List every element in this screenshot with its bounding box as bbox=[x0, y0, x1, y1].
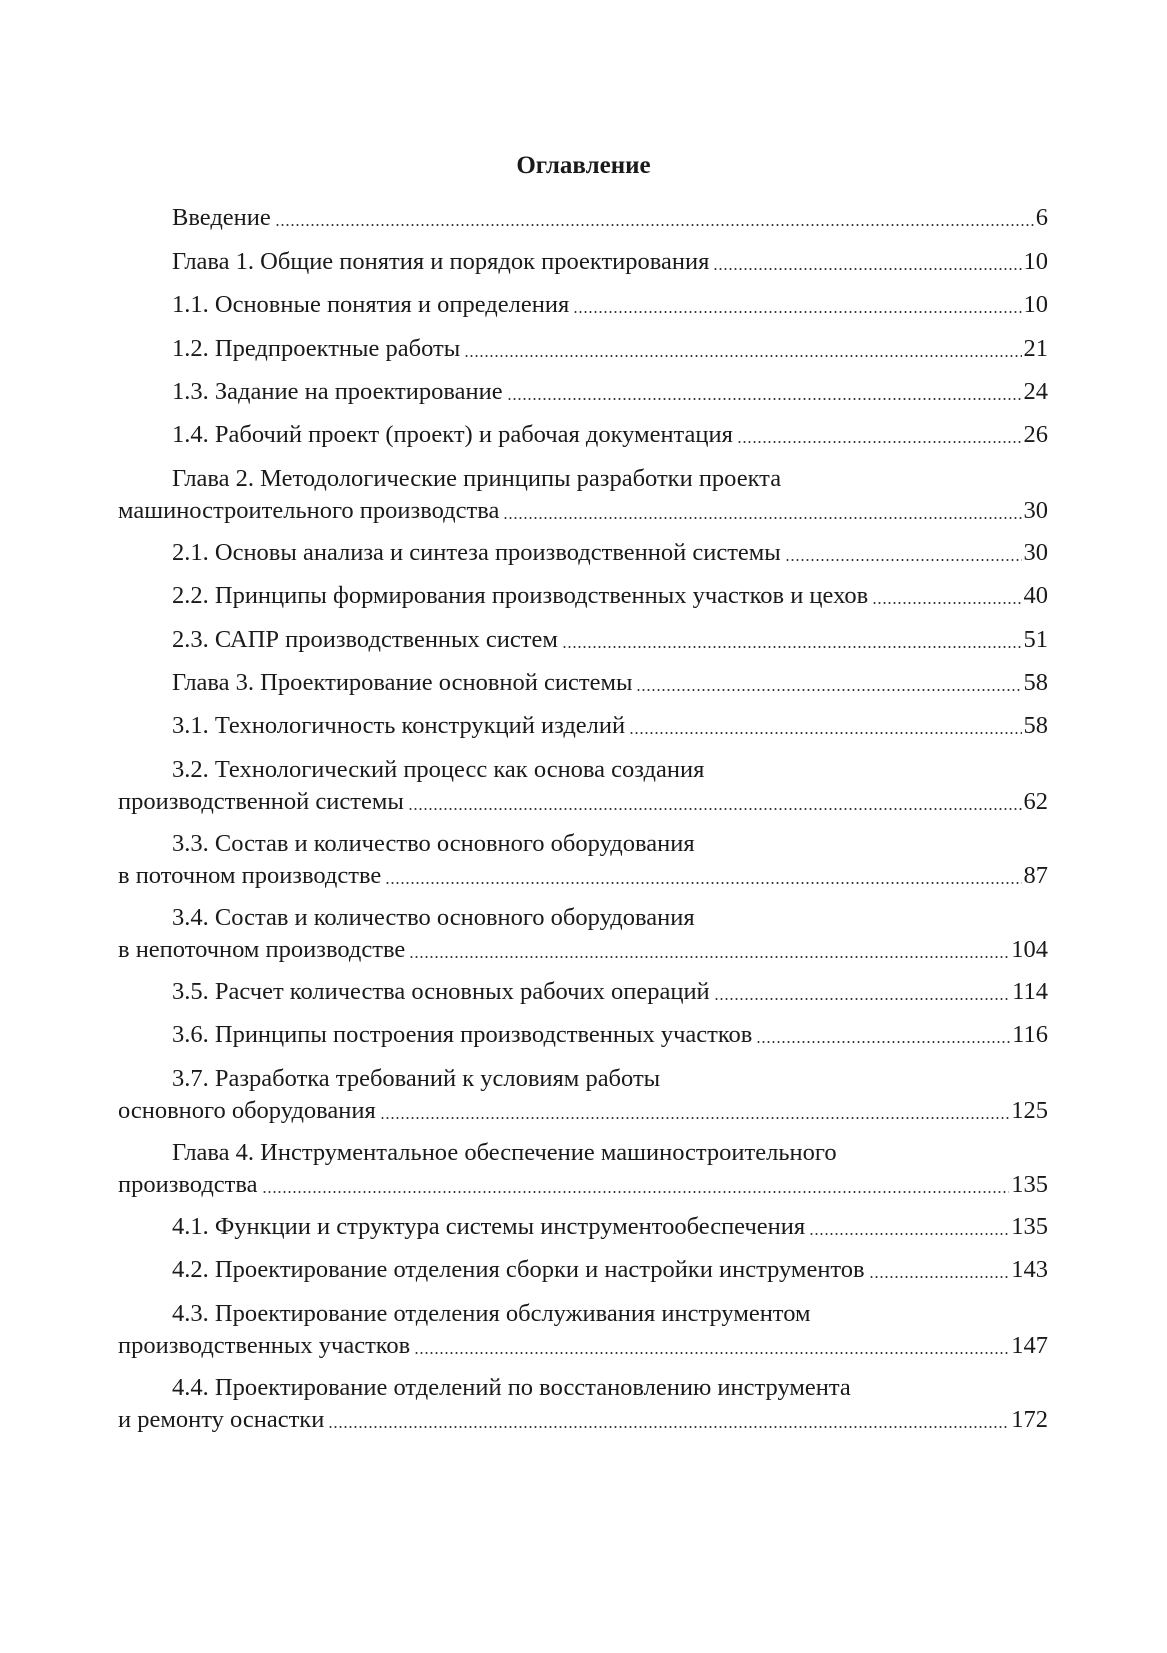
dot-leader bbox=[713, 268, 1021, 270]
toc-entry-line bbox=[118, 333, 1048, 365]
toc-entry-title: 3.6. Принципы построения производственных участков bbox=[172, 1021, 753, 1048]
dot-leader bbox=[328, 1426, 1009, 1428]
toc-entry-line bbox=[118, 580, 1048, 612]
toc-entry-line bbox=[118, 1254, 1048, 1286]
toc-entry-title: машиностроительного производства bbox=[118, 497, 500, 524]
toc-entry-title: основного оборудования bbox=[118, 1097, 376, 1124]
toc-page-number: 104 bbox=[1011, 936, 1048, 963]
dot-leader bbox=[503, 517, 1021, 519]
toc-entry-title: и ремонту оснастки bbox=[118, 1406, 325, 1433]
dot-leader bbox=[756, 1041, 1010, 1043]
toc-entry[interactable] bbox=[118, 1211, 1048, 1243]
toc-entry[interactable] bbox=[118, 976, 1048, 1008]
dot-leader bbox=[385, 882, 1021, 884]
toc-page-number: 58 bbox=[1023, 669, 1048, 696]
toc-entry-title: 4.2. Проектирование отделения сборки и настройки инструментов bbox=[172, 1256, 865, 1283]
toc-entry-title: 1.1. Основные понятия и определения bbox=[172, 291, 570, 318]
toc-page-number: 51 bbox=[1023, 626, 1048, 653]
toc-entry-title: в непоточном производстве bbox=[118, 936, 406, 963]
dot-leader bbox=[636, 689, 1021, 691]
toc-entry-title: 3.5. Расчет количества основных рабочих операций bbox=[172, 978, 710, 1005]
toc-page-number: 10 bbox=[1023, 291, 1048, 318]
toc-title: Оглавление bbox=[516, 152, 651, 179]
toc-entry-line bbox=[118, 976, 1048, 1008]
toc-entry-title: 3.1. Технологичность конструкций изделий bbox=[172, 712, 626, 739]
toc-entry[interactable] bbox=[118, 1137, 1048, 1201]
toc-entry[interactable] bbox=[118, 1063, 1048, 1127]
dot-leader bbox=[262, 1191, 1010, 1193]
toc-entry-line bbox=[118, 860, 1048, 892]
toc-entry-title: Введение bbox=[172, 204, 271, 231]
toc-page-number: 21 bbox=[1023, 335, 1048, 362]
toc-entry[interactable] bbox=[118, 246, 1048, 278]
toc-entry[interactable] bbox=[118, 1298, 1048, 1362]
toc-page-number: 87 bbox=[1023, 862, 1048, 889]
toc-entry[interactable] bbox=[118, 902, 1048, 966]
dot-leader bbox=[809, 1233, 1009, 1235]
toc-entry[interactable] bbox=[118, 754, 1048, 818]
toc-page-number: 135 bbox=[1011, 1171, 1048, 1198]
toc-entry-line bbox=[118, 537, 1048, 569]
toc-page-number: 172 bbox=[1011, 1406, 1048, 1433]
dot-leader bbox=[785, 559, 1022, 561]
toc-entry-line bbox=[118, 1169, 1048, 1201]
toc-entry-line bbox=[118, 376, 1048, 408]
toc-entry[interactable] bbox=[118, 828, 1048, 892]
toc-entry-title: производственной системы bbox=[118, 788, 404, 815]
toc-entry[interactable] bbox=[118, 202, 1048, 234]
toc-page-number: 30 bbox=[1023, 497, 1048, 524]
toc-entry-title: производственных участков bbox=[118, 1332, 411, 1359]
toc-entry-line bbox=[118, 710, 1048, 742]
toc-entry-line bbox=[118, 1330, 1048, 1362]
toc-entry-line bbox=[118, 419, 1048, 451]
toc-entry-line bbox=[118, 667, 1048, 699]
toc-entry-title: производства bbox=[118, 1171, 258, 1198]
toc-entry-line bbox=[118, 1063, 1048, 1095]
toc-entry-title: 3.3. Состав и количество основного оборудования bbox=[172, 830, 695, 857]
toc-entry[interactable] bbox=[118, 537, 1048, 569]
toc-entry[interactable] bbox=[118, 1372, 1048, 1436]
toc-entry-line bbox=[118, 754, 1048, 786]
toc-page-number: 6 bbox=[1035, 204, 1048, 231]
toc-entry-line bbox=[118, 289, 1048, 321]
toc-entry-title: 4.1. Функции и структура системы инструментообеспечения bbox=[172, 1213, 806, 1240]
dot-leader bbox=[629, 732, 1021, 734]
toc-entry[interactable] bbox=[118, 1254, 1048, 1286]
toc-entry-title: 1.4. Рабочий проект (проект) и рабочая документация bbox=[172, 421, 733, 448]
dot-leader bbox=[507, 398, 1022, 400]
toc-entry-title: Глава 1. Общие понятия и порядок проектирования bbox=[172, 248, 710, 275]
toc-entry-title: 3.7. Разработка требований к условиям работы bbox=[172, 1065, 661, 1092]
toc-page-number: 114 bbox=[1012, 978, 1048, 1005]
toc-page-number: 62 bbox=[1023, 788, 1048, 815]
toc-entry[interactable] bbox=[118, 580, 1048, 612]
dot-leader bbox=[714, 998, 1010, 1000]
toc-entry-line bbox=[118, 246, 1048, 278]
toc-entry-title: 3.2. Технологический процесс как основа создания bbox=[172, 756, 705, 783]
toc-entry-title: Глава 2. Методологические принципы разработки проекта bbox=[172, 465, 782, 492]
toc-entry-line bbox=[118, 624, 1048, 656]
toc-entry-title: Глава 4. Инструментальное обеспечение машиностроительного bbox=[172, 1139, 837, 1166]
dot-leader bbox=[275, 224, 1034, 226]
toc-page-number: 125 bbox=[1011, 1097, 1048, 1124]
dot-leader bbox=[414, 1352, 1009, 1354]
dot-leader bbox=[562, 646, 1022, 648]
dot-leader bbox=[408, 808, 1022, 810]
toc-entry-line bbox=[118, 1019, 1048, 1051]
toc-entry-line bbox=[118, 828, 1048, 860]
toc-entry[interactable] bbox=[118, 624, 1048, 656]
toc-entry-line bbox=[118, 934, 1048, 966]
toc-entry-title: 2.1. Основы анализа и синтеза производственной системы bbox=[172, 539, 781, 566]
toc-entry-line bbox=[118, 786, 1048, 818]
toc-page-number: 147 bbox=[1011, 1332, 1048, 1359]
toc-entry[interactable] bbox=[118, 667, 1048, 699]
toc-entry-line bbox=[118, 1211, 1048, 1243]
toc-page-number: 143 bbox=[1011, 1256, 1048, 1283]
toc-entry-title: Глава 3. Проектирование основной системы bbox=[172, 669, 633, 696]
toc-page-number: 30 bbox=[1023, 539, 1048, 566]
toc-entry-title: 1.3. Задание на проектирование bbox=[172, 378, 503, 405]
toc-page-number: 135 bbox=[1011, 1213, 1048, 1240]
toc-entry-title: 2.2. Принципы формирования производственных участков и цехов bbox=[172, 582, 869, 609]
toc-page-number: 116 bbox=[1012, 1021, 1048, 1048]
toc-entry-line bbox=[118, 1137, 1048, 1169]
toc-entry[interactable] bbox=[118, 333, 1048, 365]
toc-page-number: 24 bbox=[1023, 378, 1048, 405]
toc-page-number: 26 bbox=[1023, 421, 1048, 448]
toc-entry-line bbox=[118, 1298, 1048, 1330]
toc-page-number: 58 bbox=[1023, 712, 1048, 739]
toc-entry-line bbox=[118, 902, 1048, 934]
toc-entry-line bbox=[118, 1404, 1048, 1436]
toc-entry-title: 1.2. Предпроектные работы bbox=[172, 335, 461, 362]
dot-leader bbox=[573, 311, 1021, 313]
dot-leader bbox=[409, 956, 1009, 958]
toc-entry-title: 3.4. Состав и количество основного оборудования bbox=[172, 904, 695, 931]
toc-entry-title: 4.3. Проектирование отделения обслуживания инструментом bbox=[172, 1300, 811, 1327]
toc-entry-line bbox=[118, 202, 1048, 234]
toc-entry-line bbox=[118, 495, 1048, 527]
dot-leader bbox=[380, 1117, 1009, 1119]
toc-entry-title: 4.4. Проектирование отделений по восстановлению инструмента bbox=[172, 1374, 851, 1401]
dot-leader bbox=[464, 355, 1021, 357]
dot-leader bbox=[737, 441, 1022, 443]
toc-entry[interactable] bbox=[118, 376, 1048, 408]
dot-leader bbox=[869, 1276, 1010, 1278]
toc-entry[interactable] bbox=[118, 710, 1048, 742]
toc-entry[interactable] bbox=[118, 463, 1048, 527]
toc-entry-title: 2.3. САПР производственных систем bbox=[172, 626, 558, 653]
toc-entry-line bbox=[118, 1095, 1048, 1127]
toc-entry[interactable] bbox=[118, 1019, 1048, 1051]
toc-entry[interactable] bbox=[118, 289, 1048, 321]
toc-entry[interactable] bbox=[118, 419, 1048, 451]
toc-page-number: 10 bbox=[1023, 248, 1048, 275]
toc-entry-title: в поточном производстве bbox=[118, 862, 382, 889]
toc-entry-line bbox=[118, 1372, 1048, 1404]
toc-entry-line bbox=[118, 463, 1048, 495]
dot-leader bbox=[872, 602, 1021, 604]
toc-page-number: 40 bbox=[1023, 582, 1048, 609]
